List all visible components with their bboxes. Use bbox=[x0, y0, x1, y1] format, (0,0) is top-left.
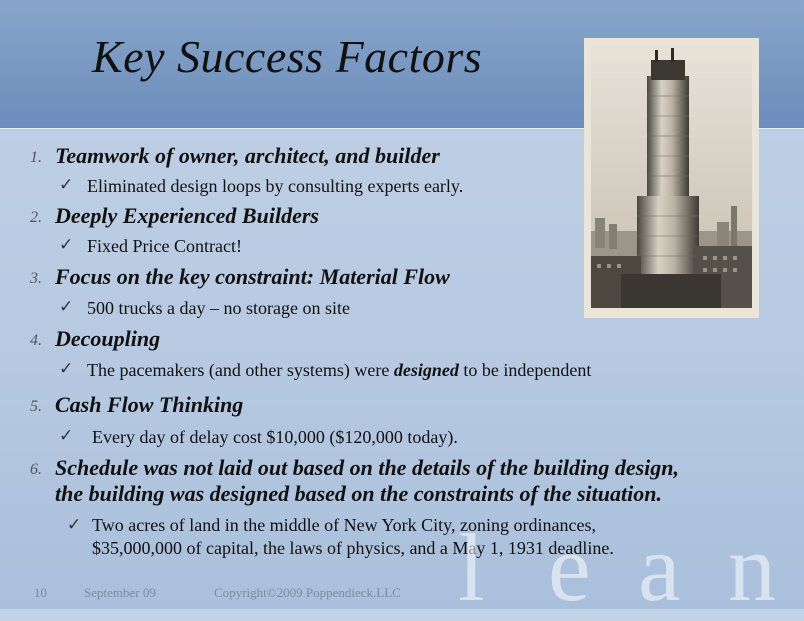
footer-copyright: Copyright©2009 Poppendieck.LLC bbox=[214, 585, 401, 600]
item-heading: Deeply Experienced Builders bbox=[55, 203, 319, 228]
item-number: 1. bbox=[30, 149, 42, 166]
item-number: 5. bbox=[30, 398, 42, 415]
item-heading-line-1: Schedule was not laid out based on the details of the building design, bbox=[55, 455, 680, 480]
item-heading: Teamwork of owner, architect, and builder bbox=[55, 143, 440, 168]
page-number: 10 bbox=[34, 585, 47, 600]
item-detail: Every day of delay cost $10,000 ($120,000 today). bbox=[92, 427, 458, 447]
item-number: 6. bbox=[30, 461, 42, 478]
skyscraper-image bbox=[591, 46, 752, 308]
building-photo bbox=[584, 38, 759, 318]
watermark-letter: e bbox=[548, 514, 591, 621]
item-detail bbox=[87, 360, 591, 381]
item-detail: 500 trucks a day – no storage on site bbox=[87, 298, 350, 318]
check-icon: ✓ bbox=[59, 235, 74, 255]
item-detail: Eliminated design loops by consulting experts early. bbox=[87, 176, 464, 196]
slide-title: Key Success Factors bbox=[92, 31, 483, 82]
check-icon: ✓ bbox=[59, 175, 74, 195]
check-icon: ✓ bbox=[59, 297, 74, 317]
item-detail: Fixed Price Contract! bbox=[87, 236, 242, 256]
item-number: 2. bbox=[30, 209, 42, 226]
watermark-letter: l bbox=[458, 514, 485, 621]
item-detail-text: to be independent bbox=[458, 360, 592, 380]
item-detail-text: The pacemakers (and other systems) were bbox=[87, 360, 394, 380]
item-detail-line-1: Two acres of land in the middle of New York City, zoning ordinances, bbox=[92, 515, 596, 535]
item-detail-line-2: $35,000,000 of capital, the laws of physics, and a May 1, 1931 deadline. bbox=[92, 538, 614, 558]
item-heading: Focus on the key constraint: Material Flow bbox=[55, 264, 450, 289]
item-number: 3. bbox=[30, 270, 42, 287]
item-heading: Cash Flow Thinking bbox=[55, 392, 244, 417]
watermark-letter: a bbox=[638, 514, 681, 621]
item-heading-line-2: the building was designed based on the constraints of the situation. bbox=[55, 481, 662, 506]
check-icon: ✓ bbox=[67, 515, 82, 535]
check-icon: ✓ bbox=[59, 426, 74, 446]
footer-date: September 09 bbox=[84, 585, 156, 600]
item-heading: Decoupling bbox=[55, 326, 161, 351]
item-number: 4. bbox=[30, 332, 42, 349]
check-icon: ✓ bbox=[59, 359, 74, 379]
watermark-letter: n bbox=[728, 514, 776, 621]
item-detail-emphasis: designed bbox=[393, 360, 459, 380]
